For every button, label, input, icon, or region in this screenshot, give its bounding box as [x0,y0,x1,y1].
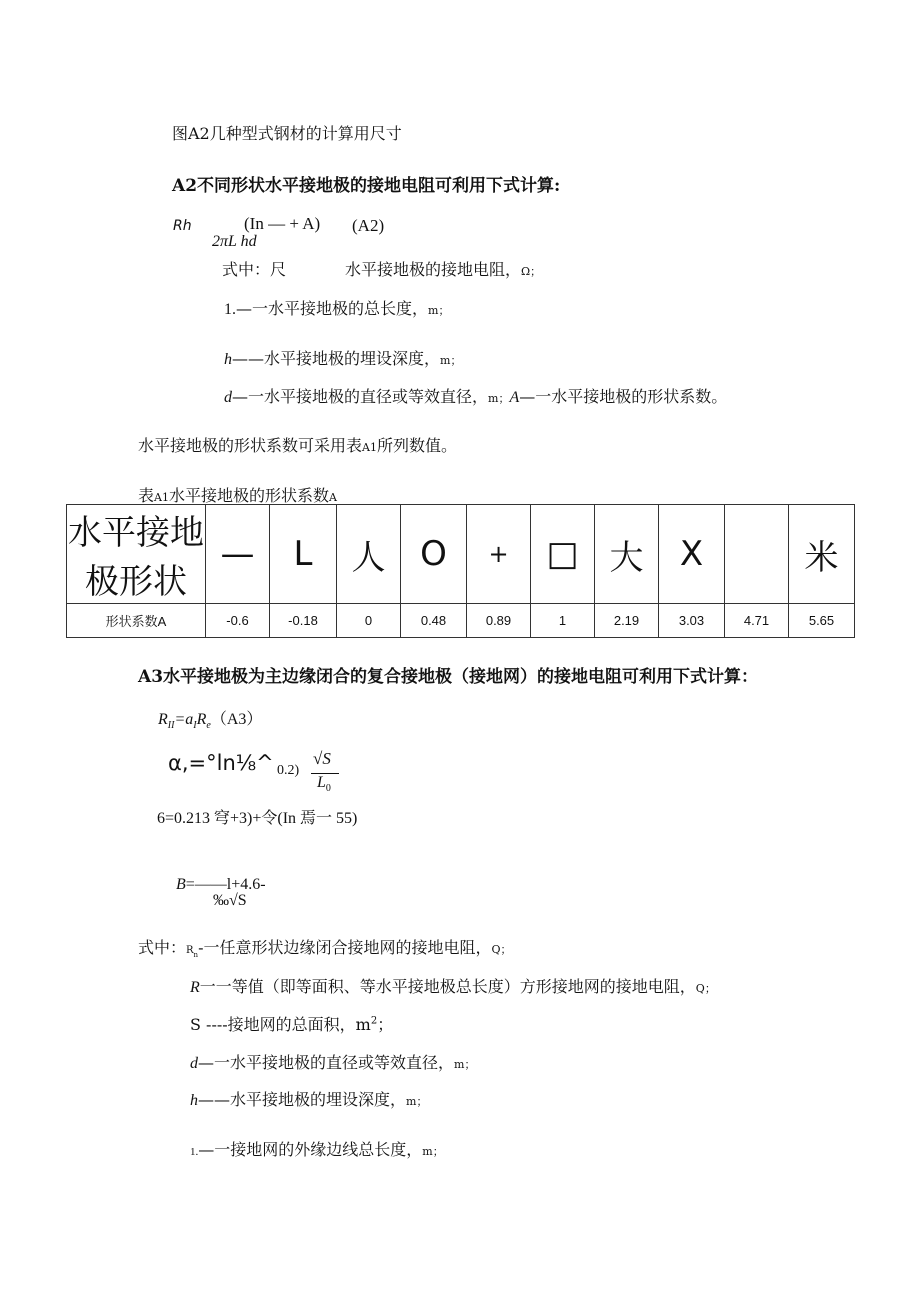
a3-def-r-symbol: R [190,979,200,996]
formula-alpha-lhs: α,=°ln⅛^ [168,751,274,775]
coefficient-cell: -0.18 [270,604,337,638]
a3-def-l-unit: m； [422,1145,444,1158]
a3-f1-eq-sub: I [193,720,197,732]
a3-def-rn-unit: Q； [491,943,512,956]
table-caption-mid: 水平接地极的形状系数 [168,486,329,505]
formula-alpha-denominator [317,774,331,794]
a3-f1-tag: （A3） [210,711,263,728]
a3-def-s-text: S ----接地网的总面积，m [190,1015,371,1034]
a2-def-a-text: —一水平接地极的形状系数。 [519,387,728,406]
a3-def-rn-symbol: R [186,945,194,956]
formula-a2-tag: (A2) [352,216,385,235]
coefficient-cell: 5.65 [789,604,855,638]
section-a3-heading: A3水平接地极为主边缘闭合的复合接地极（接地网）的接地电阻可利用下式计算： [138,667,759,687]
table-caption-end: A [328,491,337,504]
table-caption [138,483,337,506]
shape-cell: 人 [337,505,401,604]
a3-def-rn [138,935,512,959]
a2-note-pre: 水平接地极的形状系数可采用表 [138,436,363,455]
a2-note [138,433,457,456]
a2-def-rh-unit: Ω； [521,265,542,278]
coefficient-cell: 4.71 [725,604,789,638]
formula-a3-main [158,706,262,731]
figure-caption: 图A2几种型式钢材的计算用尺寸 [172,124,402,143]
a2-def-d-a [224,384,727,407]
coefficient-cell: 3.03 [659,604,725,638]
a2-note-ref: A1 [362,441,377,454]
formula-alpha-mid: 0.2) [277,763,300,778]
a3-def-l [190,1137,444,1160]
a3-def-d [190,1050,475,1073]
coefficient-cell: 2.19 [595,604,659,638]
a2-def-a-symbol: A [509,389,520,406]
formula-b-coefficient: 6=0.213 穹+3)+令(In 焉一 55) [157,810,358,827]
coefficient-cell: 0.48 [401,604,467,638]
shape-cell [725,505,789,604]
shape-cell: 大 [595,505,659,604]
coefficient-cell: 0.89 [467,604,531,638]
shape-cell: — [206,505,270,604]
a2-def-d-symbol: d [224,389,232,406]
alpha-den-l: L [317,774,326,791]
a3-def-s-sup: 2 [370,1015,378,1027]
a3-def-l-text: —一接地网的外缘边线总长度， [198,1140,423,1159]
a3-def-r-unit: Q； [695,982,716,995]
a3-def-h [190,1087,427,1110]
a3-def-d-unit: m； [454,1058,476,1071]
shape-cell: X [659,505,725,604]
a2-def-d-unit: m； [488,392,510,405]
formula-b-denominator: ‰√S [213,892,247,909]
a3-def-rn-sub: n [193,951,199,960]
a3-def-l-symbol: 1. [190,1146,199,1158]
a3-def-rn-text: -一任意形状边缘闭合接地网的接地电阻， [198,938,492,957]
formula-a2-lhs: Rh [173,218,192,234]
shape-cell: □ [531,505,595,604]
alpha-den-sub: 0 [325,783,331,795]
table-row-coefficients [67,604,855,638]
a2-def-intro: 式中：尺 [222,260,287,279]
a2-def-rh-text: 水平接地极的接地电阻， [345,260,522,279]
a3-def-intro: 式中： [138,938,187,957]
a2-def-h-symbol: h [224,351,232,368]
a2-def-l-unit: m； [428,304,450,317]
table-header-coefficient-label: 形状系数A [67,604,206,638]
shape-cell: O [401,505,467,604]
a3-def-d-symbol: d [190,1055,198,1072]
coefficient-cell: 0 [337,604,401,638]
a2-def-l-symbol: 1. [224,301,236,318]
table-row-shapes [67,505,855,604]
a3-def-s [190,1012,393,1035]
table-caption-ref: A1 [154,491,169,504]
a2-def-h [224,346,461,369]
formula-b-rest: =——l+4.6- [185,876,266,893]
a2-def-h-text: ——水平接地极的埋设深度， [232,349,441,368]
a3-def-d-text: —一水平接地极的直径或等效直径， [198,1053,455,1072]
a2-def-d-text: —一水平接地极的直径或等效直径， [232,387,489,406]
a3-f1-lhs-sub: II [167,720,175,732]
a3-f1-eq: =a [174,711,194,728]
coefficient-cell: 1 [531,604,595,638]
a3-def-h-unit: m； [406,1095,428,1108]
a2-def-h-unit: m； [440,354,462,367]
shape-cell: L [270,505,337,604]
a2-def-rh [345,257,541,280]
shape-cell: 米 [789,505,855,604]
a3-def-h-symbol: h [190,1092,198,1109]
a3-f1-r-sub: e [206,720,211,732]
a3-f1-lhs: R [158,711,168,728]
a3-f1-r: R [196,711,207,728]
table-caption-pre: 表 [138,486,155,505]
formula-a2-denominator: 2πL hd [212,233,257,250]
a3-def-h-text: ——水平接地极的埋设深度， [198,1090,407,1109]
table-header-shape-label: 水平接地极形状 [67,505,206,604]
a2-note-post: 所列数值。 [376,436,457,455]
section-a2-heading: A2不同形状水平接地极的接地电阻可利用下式计算: [172,176,561,196]
coefficient-cell: -0.6 [206,604,270,638]
a2-def-l [224,296,449,319]
shape-cell: + [467,505,531,604]
formula-b-lhs: B [176,876,186,893]
a3-def-r-text: 一一等值（即等面积、等水平接地极总长度）方形接地网的接地电阻， [199,977,696,996]
shape-coefficient-table [66,504,855,638]
formula-a2-paren: (In — + A) [244,214,321,233]
a2-def-l-text: —一水平接地极的总长度， [236,299,429,318]
a3-def-r [190,974,716,997]
a3-def-s-end: ； [377,1015,394,1034]
formula-alpha-numerator: √S [313,749,331,768]
